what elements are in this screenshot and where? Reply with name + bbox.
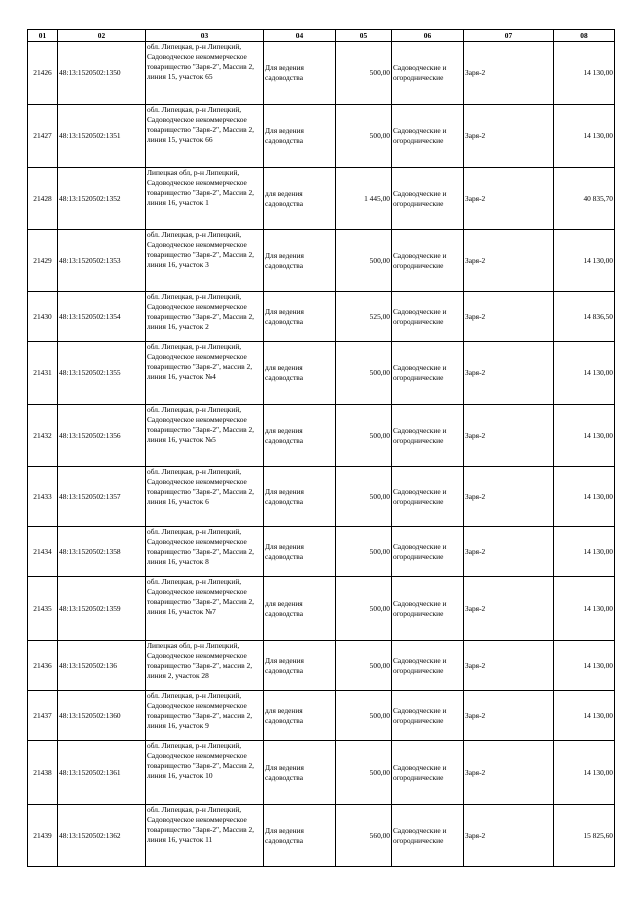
address-text: обл. Липецкая, р-н Липецкий, Садоводческое некоммерческое товарищество "Заря-2", Массив 2, линия 16, участок 11	[147, 805, 255, 844]
cadastral-value-text: 14 130,00	[583, 710, 613, 720]
cell-cadastral-value	[554, 42, 615, 105]
cell-address	[146, 805, 264, 867]
land-category-text: Садоводческие и огороднические	[393, 306, 447, 326]
header-col-05: 05	[336, 30, 392, 42]
cell-permitted-use	[264, 405, 336, 467]
permitted-use-text: для ведения садоводства	[265, 705, 303, 725]
cadastral-value-text: 40 835,70	[583, 193, 613, 203]
table-row	[28, 527, 615, 577]
table-row	[28, 577, 615, 641]
row-id-text: 21435	[33, 603, 52, 613]
address-text: обл. Липецкая, р-н Липецкий, Садоводческое некоммерческое товарищество "Заря-2", Массив 2, линия 16, участок №7	[147, 577, 255, 616]
cell-address	[146, 741, 264, 805]
cadastral-number-text: 48:13:1520502:1351	[59, 131, 121, 140]
table-row	[28, 741, 615, 805]
area-text: 500,00	[369, 491, 390, 501]
cell-cadastral-value	[554, 527, 615, 577]
cell-area	[336, 342, 392, 405]
table-row	[28, 691, 615, 741]
cell-cadastral-value	[554, 641, 615, 691]
cell-row-id	[28, 230, 58, 292]
header-col-04: 04	[264, 30, 336, 42]
cadastral-number-text: 48:13:1520502:1361	[59, 767, 121, 777]
land-category-text: Садоводческие и огороднические	[393, 63, 447, 82]
cell-settlement-name	[464, 691, 554, 741]
area-text: 500,00	[369, 368, 390, 377]
cadastral-number-text: 48:13:1520502:1357	[59, 491, 121, 501]
permitted-use-text: Для ведения садоводства	[265, 655, 304, 675]
cell-settlement-name	[464, 168, 554, 230]
land-category-text: Садоводческие и огороднические	[393, 188, 447, 208]
row-id-text: 21426	[33, 68, 52, 77]
permitted-use-text: Для ведения садоводства	[265, 486, 304, 506]
cell-permitted-use	[264, 805, 336, 867]
cell-cadastral-number	[58, 42, 146, 105]
settlement-name-text: Заря-2	[465, 660, 486, 670]
settlement-name-text: Заря-2	[465, 68, 486, 77]
cadastral-value-text: 14 130,00	[583, 68, 613, 77]
cell-row-id	[28, 527, 58, 577]
settlement-name-text: Заря-2	[465, 546, 486, 556]
address-text: обл. Липецкая, р-н Липецкий, Садоводческое некоммерческое товарищество "Заря-2", Массив 2, линия 16, участок №5	[147, 405, 255, 444]
area-text: 525,00	[369, 311, 390, 321]
cell-cadastral-number	[58, 467, 146, 527]
cell-permitted-use	[264, 467, 336, 527]
land-category-text: Садоводческие и огороднические	[393, 425, 447, 445]
cell-permitted-use	[264, 42, 336, 105]
address-text: обл. Липецкая, р-н Липецкий, Садоводческое некоммерческое товарищество "Заря-2", Массив 2, линия 16, участок 3	[147, 230, 255, 269]
table-row	[28, 405, 615, 467]
cadastral-number-text: 48:13:1520502:1354	[59, 311, 121, 321]
header-col-03: 03	[146, 30, 264, 42]
area-text: 500,00	[369, 68, 390, 77]
cell-cadastral-number	[58, 105, 146, 168]
row-id-text: 21434	[33, 546, 52, 556]
cell-row-id	[28, 342, 58, 405]
area-text: 560,00	[369, 830, 390, 840]
table-row	[28, 641, 615, 691]
address-text: Липецкая обл, р-н Липецкий, Садоводческое некоммерческое товарищество "Заря-2", Массив 2, линия 16, участок 1	[147, 168, 255, 207]
permitted-use-text: Для ведения садоводства	[265, 825, 304, 845]
cell-row-id	[28, 577, 58, 641]
cell-land-category	[392, 105, 464, 168]
area-text: 500,00	[369, 255, 390, 265]
cell-cadastral-number	[58, 405, 146, 467]
table-row	[28, 342, 615, 405]
cadastral-number-text: 48:13:1520502:1358	[59, 546, 121, 556]
cell-cadastral-number	[58, 342, 146, 405]
land-category-text: Садоводческие и огороднические	[393, 363, 447, 382]
cell-land-category	[392, 641, 464, 691]
cell-cadastral-value	[554, 405, 615, 467]
cell-land-category	[392, 42, 464, 105]
cell-cadastral-number	[58, 805, 146, 867]
cell-settlement-name	[464, 641, 554, 691]
settlement-name-text: Заря-2	[465, 767, 486, 777]
cell-cadastral-value	[554, 292, 615, 342]
cell-area	[336, 691, 392, 741]
address-text: обл. Липецкая, р-н Липецкий, Садоводческое некоммерческое товарищество "Заря-2", Массив 2, линия 15, участок 65	[147, 42, 255, 81]
row-id-text: 21438	[33, 767, 52, 777]
cell-settlement-name	[464, 805, 554, 867]
cell-cadastral-number	[58, 230, 146, 292]
cadastral-value-text: 14 130,00	[583, 603, 613, 613]
land-registry-table	[27, 29, 615, 867]
row-id-text: 21432	[33, 430, 52, 440]
cadastral-number-text: 48:13:1520502:1359	[59, 603, 121, 613]
cell-settlement-name	[464, 527, 554, 577]
cell-cadastral-number	[58, 527, 146, 577]
cell-land-category	[392, 691, 464, 741]
cell-land-category	[392, 527, 464, 577]
permitted-use-text: для ведения садоводства	[265, 363, 303, 382]
header-col-07: 07	[464, 30, 554, 42]
cadastral-value-text: 14 130,00	[583, 430, 613, 440]
settlement-name-text: Заря-2	[465, 311, 486, 321]
land-category-text: Садоводческие и огороднические	[393, 486, 447, 506]
cell-cadastral-value	[554, 230, 615, 292]
cell-cadastral-number	[58, 577, 146, 641]
settlement-name-text: Заря-2	[465, 368, 486, 377]
address-text: обл. Липецкая, р-н Липецкий, Садоводческое некоммерческое товарищество "Заря-2", Массив 2, линия 16, участок 6	[147, 467, 255, 506]
cell-settlement-name	[464, 42, 554, 105]
cell-settlement-name	[464, 105, 554, 168]
cadastral-number-text: 48:13:1520502:136	[59, 660, 117, 670]
cell-cadastral-number	[58, 691, 146, 741]
cell-cadastral-value	[554, 805, 615, 867]
cell-row-id	[28, 805, 58, 867]
area-text: 500,00	[369, 603, 390, 613]
row-id-text: 21436	[33, 660, 52, 670]
cadastral-number-text: 48:13:1520502:1352	[59, 193, 121, 203]
permitted-use-text: Для ведения садоводства	[265, 126, 304, 145]
land-category-text: Садоводческие и огороднические	[393, 598, 447, 618]
cell-settlement-name	[464, 342, 554, 405]
settlement-name-text: Заря-2	[465, 710, 486, 720]
row-id-text: 21439	[33, 830, 52, 840]
cell-area	[336, 805, 392, 867]
land-category-text: Садоводческие и огороднические	[393, 762, 447, 782]
header-col-06: 06	[392, 30, 464, 42]
cell-address	[146, 230, 264, 292]
table-row	[28, 105, 615, 168]
permitted-use-text: для ведения садоводства	[265, 425, 303, 445]
cell-area	[336, 741, 392, 805]
cell-area	[336, 168, 392, 230]
cell-cadastral-value	[554, 577, 615, 641]
cell-cadastral-number	[58, 641, 146, 691]
table-row	[28, 168, 615, 230]
address-text: обл. Липецкая, р-н Липецкий, Садоводческое некоммерческое товарищество "Заря-2", массив 2, линия 16, участок 9	[147, 691, 253, 730]
settlement-name-text: Заря-2	[465, 491, 486, 501]
land-category-text: Садоводческие и огороднические	[393, 825, 447, 845]
cell-permitted-use	[264, 577, 336, 641]
cadastral-value-text: 14 130,00	[583, 368, 613, 377]
cell-area	[336, 230, 392, 292]
address-text: Липецкая обл, р-н Липецкий, Садоводческое некоммерческое товарищество "Заря-2", массив 2, линия 2, участок 28	[147, 641, 253, 680]
cell-cadastral-number	[58, 741, 146, 805]
cell-permitted-use	[264, 168, 336, 230]
cell-row-id	[28, 691, 58, 741]
cell-address	[146, 527, 264, 577]
cell-address	[146, 42, 264, 105]
cadastral-number-text: 48:13:1520502:1353	[59, 255, 121, 265]
cell-land-category	[392, 168, 464, 230]
header-col-02: 02	[58, 30, 146, 42]
cell-cadastral-value	[554, 691, 615, 741]
land-category-text: Садоводческие и огороднические	[393, 126, 447, 145]
permitted-use-text: Для ведения садоводства	[265, 541, 304, 561]
permitted-use-text: для ведения садоводства	[265, 598, 303, 618]
cell-permitted-use	[264, 527, 336, 577]
cell-area	[336, 527, 392, 577]
permitted-use-text: для ведения садоводства	[265, 188, 303, 208]
header-col-01: 01	[28, 30, 58, 42]
cadastral-value-text: 14 836,50	[583, 311, 613, 321]
cell-cadastral-number	[58, 168, 146, 230]
cell-settlement-name	[464, 741, 554, 805]
cell-settlement-name	[464, 292, 554, 342]
cadastral-number-text: 48:13:1520502:1355	[59, 368, 121, 377]
area-text: 500,00	[369, 131, 390, 140]
table-row	[28, 467, 615, 527]
permitted-use-text: Для ведения садоводства	[265, 63, 304, 82]
cell-area	[336, 577, 392, 641]
cell-area	[336, 641, 392, 691]
cell-cadastral-value	[554, 467, 615, 527]
cell-land-category	[392, 342, 464, 405]
cadastral-number-text: 48:13:1520502:1360	[59, 710, 121, 720]
settlement-name-text: Заря-2	[465, 193, 486, 203]
table-row	[28, 230, 615, 292]
table-row	[28, 805, 615, 867]
cell-address	[146, 641, 264, 691]
address-text: обл. Липецкая, р-н Липецкий, Садоводческое некоммерческое товарищество "Заря-2", Массив 2, линия 15, участок 66	[147, 105, 255, 144]
permitted-use-text: Для ведения садоводства	[265, 306, 304, 326]
cadastral-number-text: 48:13:1520502:1350	[59, 68, 121, 77]
table-row	[28, 42, 615, 105]
cell-land-category	[392, 292, 464, 342]
address-text: обл. Липецкая, р-н Липецкий, Садоводческое некоммерческое товарищество "Заря-2", массив 2, линия 16, участок №4	[147, 342, 253, 381]
cadastral-number-text: 48:13:1520502:1356	[59, 430, 121, 440]
cell-land-category	[392, 805, 464, 867]
row-id-text: 21428	[33, 193, 52, 203]
cell-address	[146, 405, 264, 467]
area-text: 500,00	[369, 546, 390, 556]
cell-settlement-name	[464, 405, 554, 467]
address-text: обл. Липецкая, р-н Липецкий, Садоводческое некоммерческое товарищество "Заря-2", Массив 2, линия 16, участок 10	[147, 741, 255, 780]
settlement-name-text: Заря-2	[465, 430, 486, 440]
land-category-text: Садоводческие и огороднические	[393, 541, 447, 561]
cell-permitted-use	[264, 105, 336, 168]
cell-row-id	[28, 467, 58, 527]
cell-cadastral-value	[554, 168, 615, 230]
area-text: 500,00	[369, 660, 390, 670]
row-id-text: 21427	[33, 131, 52, 140]
cell-address	[146, 691, 264, 741]
cell-address	[146, 292, 264, 342]
cell-cadastral-value	[554, 741, 615, 805]
cell-address	[146, 577, 264, 641]
cell-row-id	[28, 292, 58, 342]
cell-land-category	[392, 230, 464, 292]
area-text: 1 445,00	[364, 193, 390, 203]
cell-permitted-use	[264, 641, 336, 691]
cell-cadastral-value	[554, 342, 615, 405]
cell-row-id	[28, 105, 58, 168]
cell-land-category	[392, 741, 464, 805]
cadastral-value-text: 14 130,00	[583, 131, 613, 140]
cell-land-category	[392, 467, 464, 527]
cell-area	[336, 292, 392, 342]
cell-permitted-use	[264, 230, 336, 292]
cell-area	[336, 42, 392, 105]
land-category-text: Садоводческие и огороднические	[393, 705, 447, 725]
cell-address	[146, 168, 264, 230]
cell-row-id	[28, 168, 58, 230]
header-row	[28, 30, 615, 42]
cell-settlement-name	[464, 467, 554, 527]
cell-row-id	[28, 42, 58, 105]
cell-permitted-use	[264, 741, 336, 805]
settlement-name-text: Заря-2	[465, 131, 486, 140]
table-row	[28, 292, 615, 342]
area-text: 500,00	[369, 710, 390, 720]
cell-area	[336, 105, 392, 168]
area-text: 500,00	[369, 767, 390, 777]
cell-permitted-use	[264, 292, 336, 342]
cell-cadastral-number	[58, 292, 146, 342]
cell-address	[146, 342, 264, 405]
settlement-name-text: Заря-2	[465, 830, 486, 840]
row-id-text: 21429	[33, 255, 52, 265]
address-text: обл. Липецкая, р-н Липецкий, Садоводческое некоммерческое товарищество "Заря-2", Массив 2, линия 16, участок 8	[147, 527, 255, 566]
cell-permitted-use	[264, 342, 336, 405]
cadastral-value-text: 15 825,60	[583, 830, 613, 840]
area-text: 500,00	[369, 430, 390, 440]
cadastral-value-text: 14 130,00	[583, 660, 613, 670]
header-col-08: 08	[554, 30, 615, 42]
cadastral-value-text: 14 130,00	[583, 546, 613, 556]
cell-settlement-name	[464, 230, 554, 292]
table-body	[28, 42, 615, 867]
cadastral-number-text: 48:13:1520502:1362	[59, 830, 121, 840]
cell-cadastral-value	[554, 105, 615, 168]
permitted-use-text: Для ведения садоводства	[265, 762, 304, 782]
cadastral-value-text: 14 130,00	[583, 255, 613, 265]
cell-address	[146, 467, 264, 527]
row-id-text: 21431	[33, 368, 52, 377]
permitted-use-text: Для ведения садоводства	[265, 250, 304, 270]
cell-address	[146, 105, 264, 168]
cell-row-id	[28, 741, 58, 805]
row-id-text: 21430	[33, 311, 52, 321]
address-text: обл. Липецкая, р-н Липецкий, Садоводческое некоммерческое товарищество "Заря-2", Массив 2, линия 16, участок 2	[147, 292, 255, 331]
cell-land-category	[392, 577, 464, 641]
cell-land-category	[392, 405, 464, 467]
cadastral-value-text: 14 130,00	[583, 491, 613, 501]
cell-row-id	[28, 641, 58, 691]
cell-permitted-use	[264, 691, 336, 741]
settlement-name-text: Заря-2	[465, 255, 486, 265]
cell-row-id	[28, 405, 58, 467]
land-category-text: Садоводческие и огороднические	[393, 250, 447, 270]
cell-area	[336, 405, 392, 467]
row-id-text: 21437	[33, 710, 52, 720]
cell-area	[336, 467, 392, 527]
cell-settlement-name	[464, 577, 554, 641]
row-id-text: 21433	[33, 491, 52, 501]
land-category-text: Садоводческие и огороднические	[393, 655, 447, 675]
cadastral-value-text: 14 130,00	[583, 767, 613, 777]
settlement-name-text: Заря-2	[465, 603, 486, 613]
